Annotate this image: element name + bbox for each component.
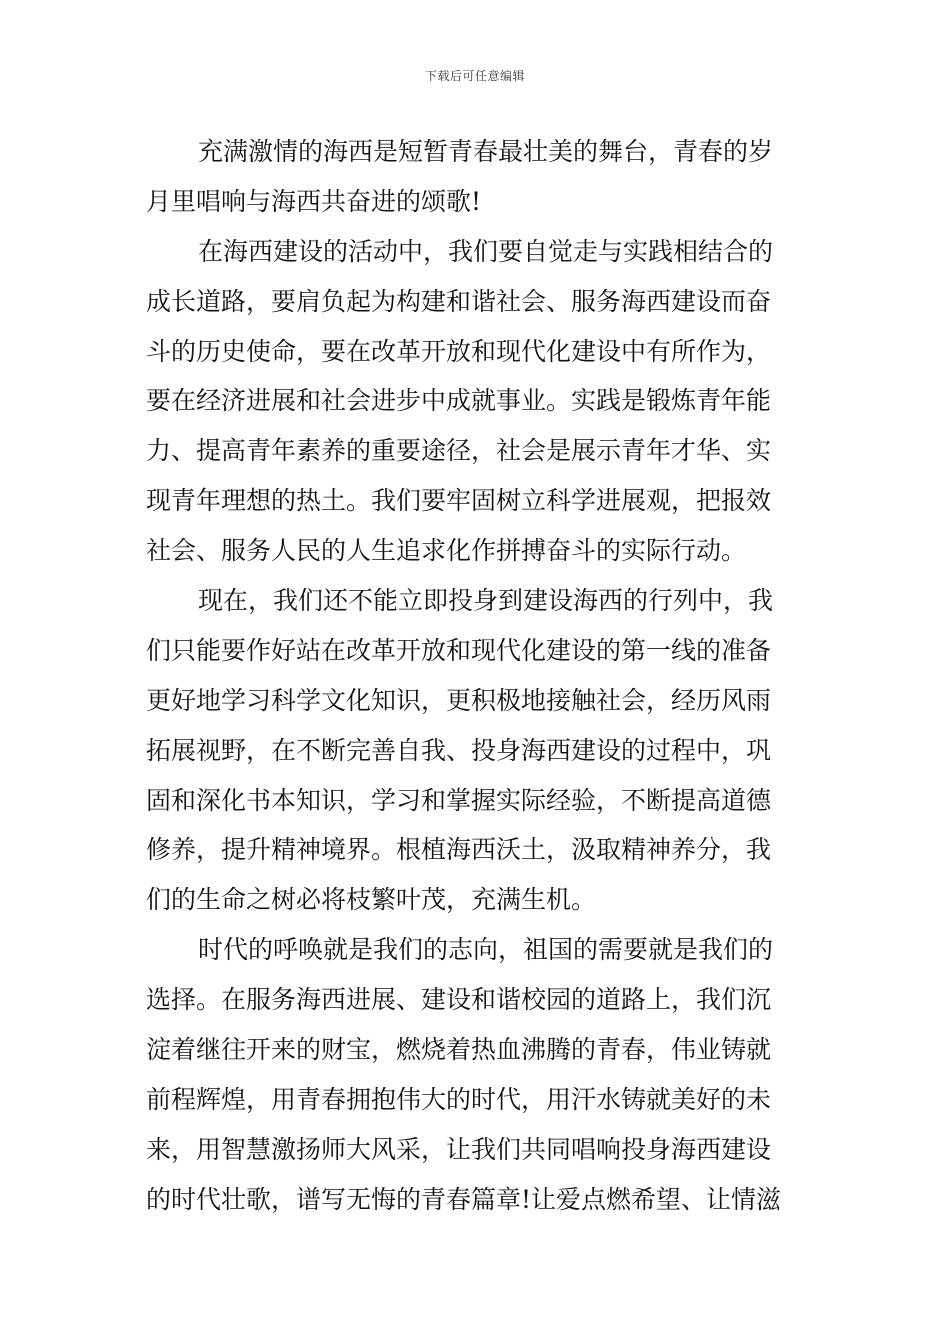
text-line: 现在，我们还不能立即投身到建设海西的行列中，我: [198, 586, 774, 616]
text-line: 前程辉煌，用青春拥抱伟大的时代，用汗水铸就美好的未: [146, 1084, 772, 1114]
text-line: 力、提高青年素养的重要途径，社会是展示青年才华、实: [146, 436, 772, 466]
text-line: 更好地学习科学文化知识，更积极地接触社会，经历风雨: [146, 685, 772, 715]
text-line: 成长道路，要肩负起为构建和谐社会、服务海西建设而奋: [146, 286, 772, 316]
text-line: 现青年理想的热土。我们要牢固树立科学进展观，把报效: [146, 486, 772, 516]
text-line: 修养，提升精神境界。根植海西沃土，汲取精神养分，我: [146, 835, 772, 865]
text-line: 们的生命之树必将枝繁叶茂，充满生机。: [146, 885, 597, 915]
text-line: 社会、服务人民的人生追求化作拼搏奋斗的实际行动。: [146, 536, 747, 566]
text-line: 月里唱响与海西共奋进的颂歌!: [146, 186, 482, 216]
text-line: 淀着继往开来的财宝，燃烧着热血沸腾的青春，伟业铸就: [146, 1035, 772, 1065]
text-line: 们只能要作好站在改革开放和现代化建设的第一线的准备: [146, 635, 772, 665]
text-line: 固和深化书本知识，学习和掌握实际经验，不断提高道德: [146, 785, 772, 815]
text-line: 的时代壮歌，谱写无悔的青春篇章!让爱点燃希望、让情滋: [146, 1184, 782, 1214]
text-line: 斗的历史使命，要在改革开放和现代化建设中有所作为，: [146, 336, 772, 366]
text-line: 选择。在服务海西进展、建设和谐校园的道路上，我们沉: [146, 985, 772, 1015]
text-line: 在海西建设的活动中，我们要自觉走与实践相结合的: [198, 236, 774, 266]
page-header: 下载后可任意编辑: [424, 69, 525, 83]
text-line: 要在经济进展和社会进步中成就事业。实践是锻炼青年能: [146, 386, 772, 416]
text-line: 来，用智慧激扬师大风采，让我们共同唱响投身海西建设: [146, 1134, 772, 1164]
text-line: 充满激情的海西是短暂青春最壮美的舞台，青春的岁: [198, 137, 774, 166]
text-line: 时代的呼唤就是我们的志向，祖国的需要就是我们的: [198, 935, 774, 965]
text-line: 拓展视野，在不断完善自我、投身海西建设的过程中，巩: [146, 735, 772, 765]
body-text: [146, 127, 806, 1225]
